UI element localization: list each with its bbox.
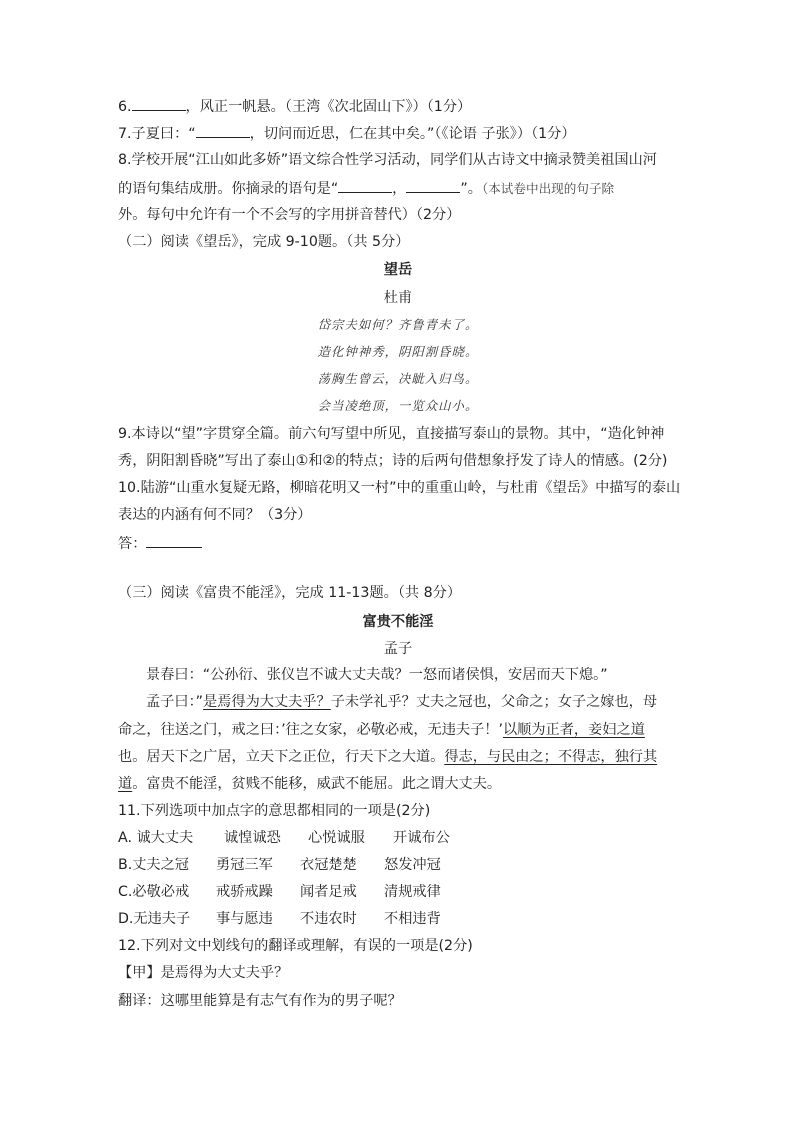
prose-paragraph-2-line-1	[146, 692, 706, 712]
option-word: 勇冠三军	[216, 857, 273, 873]
prose-paragraph-2-line-4	[118, 774, 678, 794]
option-word: 不违农时	[300, 911, 357, 927]
option-word: 心悦诚服	[308, 830, 365, 846]
question-11-stem: 11.下列选项中加点字的意思都相同的一项是(2分)	[118, 803, 431, 819]
underlined-sentence-bing: 得志，与民由之；不得志，独行其	[444, 749, 658, 765]
answer-label: 答：	[118, 536, 147, 552]
prose-text: 。富贵不能淫，贫贱不能移，威武不能屈。此之谓大丈夫。	[132, 776, 502, 792]
option-word: 衣冠楚楚	[300, 857, 357, 873]
poem-line: 会当凌绝顶，一览众山小。	[317, 398, 479, 413]
poem-line: 岱宗夫如何？齐鲁青未了。	[317, 317, 479, 332]
option-label: B.丈夫之冠	[118, 857, 189, 873]
question-8-line-1: 8.学校开展“江山如此多娇”语文综合性学习活动，同学们从古诗文中摘录赞美祖国山河	[118, 152, 657, 168]
q7-text-a: 7.子夏曰：“	[118, 126, 196, 142]
option-word: 开诚布公	[393, 830, 450, 846]
prose-paragraph-2-line-2	[118, 720, 678, 740]
answer-blank[interactable]	[132, 96, 186, 111]
q6-number: 6.	[118, 99, 132, 115]
option-word: 戒骄戒躁	[216, 884, 273, 900]
option-label: D.无违夫子	[118, 911, 191, 927]
section-3-heading: （三）阅读《富贵不能淫》，完成 11-13题。（共 8分）	[118, 585, 462, 601]
option-word: 清规戒律	[384, 884, 441, 900]
prose-text: 孟子曰：”	[146, 694, 204, 710]
question-12-translation: 翻译：这哪里能算是有志气有作为的男子呢？	[118, 993, 402, 1009]
question-7	[118, 123, 678, 144]
prose-paragraph-1: 景春曰：“公孙衍、张仪岂不诚大丈夫哉？一怒而诸侯惧，安居而天下熄。”	[146, 667, 608, 683]
question-6	[118, 96, 678, 117]
prose-title: 富贵不能淫	[362, 614, 434, 630]
question-9-line-1: 9.本诗以“望”字贯穿全篇。前六句写望中所见，直接描写泰山的景物。其中，“造化钟神	[118, 426, 665, 442]
option-word: 事与愿违	[216, 911, 273, 927]
q7-text-b: ，切问而近思，仁在其中矣。”（《论语 子张》）（1分）	[249, 126, 576, 142]
option-label: A. 诚大丈夫	[118, 830, 194, 846]
section-2-heading: （二）阅读《望岳》，完成 9-10题。（共 5分）	[118, 234, 410, 250]
option-label: C.必敬必戒	[118, 884, 190, 900]
prose-text: 命之，往送之门，戒之曰：’往之女家，必敬必戒，无违夫子！’	[118, 722, 503, 738]
answer-line	[118, 533, 678, 554]
question-8-line-2	[118, 178, 678, 199]
q8-text-b: ，	[392, 181, 407, 197]
prose-text: 也。居天下之广居，立天下之正位，行天下之大道。	[118, 749, 445, 765]
underlined-sentence-bing-end: 道	[118, 776, 133, 792]
question-12-jia: 【甲】是焉得为大丈夫乎？	[118, 965, 289, 981]
question-9-line-2: 秀，阴阳割昏晓”写出了泰山①和②的特点；诗的后两句借想象抒发了诗人的情感。(2分)	[118, 453, 668, 469]
option-word: 怒发冲冠	[384, 857, 441, 873]
question-10-line-1: 10.陆游“山重水复疑无路，柳暗花明又一村”中的重重山岭，与杜甫《望岳》中描写的泰山	[118, 480, 681, 496]
question-10-line-2: 表达的内涵有何不同？（3分）	[118, 507, 312, 523]
poem-author: 杜甫	[383, 290, 413, 306]
option-word: 不相违背	[384, 911, 441, 927]
poem-line: 造化钟神秀，阴阳割昏晓。	[317, 344, 479, 359]
poem-line: 荡胸生曾云，决眦入归鸟。	[317, 371, 479, 386]
answer-blank[interactable]	[146, 533, 202, 548]
prose-author: 孟子	[383, 641, 413, 657]
q8-text-a: 的语句集结成册。你摘录的语句是“	[118, 181, 339, 197]
poem-title: 望岳	[383, 262, 413, 278]
q8-text-c: ”。	[460, 181, 482, 197]
question-8-line-3: 外。每句中允许有一个不会写的字用拼音替代）（2分）	[118, 207, 461, 223]
answer-blank[interactable]	[338, 178, 392, 193]
q6-text: ，风正一帆悬。（王湾《次北固山下》）（1分）	[185, 99, 472, 115]
answer-blank[interactable]	[196, 123, 250, 138]
prose-paragraph-2-line-3	[118, 747, 678, 767]
underlined-sentence-jia: 是焉得为大丈夫乎？	[203, 694, 331, 710]
prose-text: 子未学礼乎？丈夫之冠也，父命之；女子之嫁也，母	[330, 694, 658, 710]
q8-note: （本试卷中出现的句子除	[481, 181, 615, 196]
option-word: 闻者足戒	[300, 884, 357, 900]
underlined-sentence-yi: 以顺为正者，妾妇之道	[502, 722, 645, 738]
option-word: 诚惶诚恐	[224, 830, 281, 846]
answer-blank[interactable]	[406, 178, 460, 193]
question-12-stem: 12.下列对文中划线句的翻译或理解，有误的一项是(2分)	[118, 938, 473, 954]
